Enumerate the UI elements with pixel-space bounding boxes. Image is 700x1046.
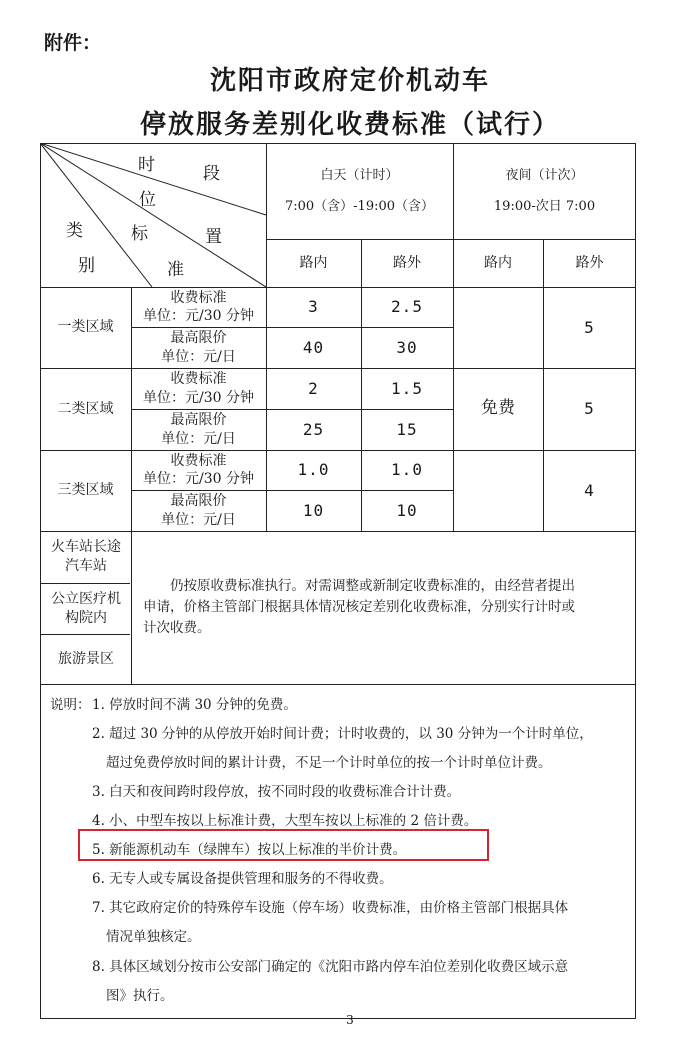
special-rule-line: 申请，价格主管部门根据具体情况核定差别化收费标准，分别实行计时或 bbox=[143, 599, 575, 615]
night-title: 夜间（计次） bbox=[505, 167, 584, 183]
max-on-road: 10 bbox=[302, 500, 325, 520]
special-rule-line: 仍按原收费标准执行。对需调整或新制定收费标准的，由经营者提出 bbox=[170, 578, 575, 594]
night-off-road-value: 5 bbox=[584, 399, 595, 418]
max-price-label bbox=[131, 490, 266, 531]
max-price-unit: 单位：元/日 bbox=[161, 511, 236, 528]
night-off-road-header: 路外 bbox=[575, 254, 604, 271]
diag-word-zhi: 置 bbox=[205, 227, 222, 247]
fee-on-road: 1.0 bbox=[297, 460, 330, 479]
special-rule-text bbox=[143, 576, 633, 639]
night-on-road-header: 路内 bbox=[484, 254, 512, 271]
diag-word-shi: 时 bbox=[138, 155, 155, 175]
highlight-box bbox=[78, 829, 489, 861]
note-item: 情况单独核定。 bbox=[106, 929, 201, 945]
fee-off-road: 2.5 bbox=[391, 297, 423, 316]
special-place-scenic: 旅游景区 bbox=[58, 650, 114, 667]
special-place-hospital: 公立医疗机构院内 bbox=[51, 590, 121, 626]
fee-standard-unit: 单位：元/30 分钟 bbox=[143, 389, 254, 406]
note-item: 图》执行。 bbox=[106, 988, 174, 1004]
night-time: 19:00-次日 7:00 bbox=[493, 199, 596, 214]
fee-standard-label bbox=[131, 368, 266, 409]
day-header bbox=[266, 143, 453, 239]
diag-word-bie: 别 bbox=[78, 256, 95, 276]
fee-standard-title: 收费标准 bbox=[170, 452, 227, 469]
title-line-2: 停放服务差别化收费标准（试行） bbox=[139, 110, 560, 140]
note-item: 6. 无专人或专属设备提供管理和服务的不得收费。 bbox=[92, 871, 393, 887]
attachment-label: 附件： bbox=[44, 32, 102, 54]
max-price-label bbox=[131, 327, 266, 368]
fee-off-road: 1.0 bbox=[391, 460, 423, 479]
max-off-road: 30 bbox=[396, 337, 418, 357]
notes-label: 说明： bbox=[50, 697, 91, 713]
day-title: 白天（计时） bbox=[320, 167, 399, 183]
night-header bbox=[453, 143, 636, 239]
max-price-title: 最高限价 bbox=[170, 412, 227, 429]
max-price-unit: 单位：元/日 bbox=[161, 348, 236, 365]
zone-name: 一类区域 bbox=[57, 319, 114, 335]
max-price-title: 最高限价 bbox=[170, 493, 227, 510]
fee-standard-label bbox=[131, 287, 266, 327]
note-item: 1. 停放时间不满 30 分钟的免费。 bbox=[92, 697, 297, 713]
fee-off-road: 1.5 bbox=[391, 378, 423, 398]
note-item: 超过免费停放时间的累计计费，不足一个计时单位的按一个计时单位计费。 bbox=[106, 755, 552, 771]
page-number: 3 bbox=[346, 1013, 354, 1027]
fee-standard-label bbox=[131, 450, 266, 490]
max-off-road: 15 bbox=[396, 419, 418, 439]
day-time: 7:00（含）-19:00（含） bbox=[284, 199, 435, 214]
note-item: 2. 超过 30 分钟的从停放开始时间计费；计时收费的，以 30 分钟为一个计时单位， bbox=[92, 726, 593, 742]
night-on-road-free: 免费 bbox=[481, 398, 515, 419]
diag-word-lei: 类 bbox=[66, 221, 83, 241]
diag-word-duan: 段 bbox=[203, 164, 220, 184]
note-item: 4. 小、中型车按以上标准计费，大型车按以上标准的 2 倍计费。 bbox=[92, 813, 478, 829]
fee-standard-unit: 单位：元/30 分钟 bbox=[143, 308, 254, 324]
fee-standard-unit: 单位：元/30 分钟 bbox=[143, 471, 254, 487]
fee-on-road: 3 bbox=[308, 297, 319, 316]
diag-word-zhun: 准 bbox=[167, 260, 184, 280]
max-price-label bbox=[131, 409, 266, 450]
diag-word-wei: 位 bbox=[139, 190, 156, 210]
note-item: 8. 具体区域划分按市公安部门确定的《沈阳市路内停车泊位差别化收费区域示意 bbox=[92, 959, 569, 975]
night-off-road-value: 4 bbox=[584, 480, 595, 500]
max-on-road: 25 bbox=[302, 419, 325, 439]
max-on-road: 40 bbox=[302, 337, 325, 357]
diag-word-biao: 标 bbox=[131, 224, 148, 244]
max-price-title: 最高限价 bbox=[170, 330, 227, 347]
night-off-road-value: 5 bbox=[584, 317, 595, 337]
note-item: 3. 白天和夜间跨时段停放，按不同时段的收费标准合计计费。 bbox=[92, 784, 461, 800]
note-item: 7. 其它政府定价的特殊停车设施（停车场）收费标准，由价格主管部门根据具体 bbox=[92, 900, 569, 916]
fee-standard-title: 收费标准 bbox=[170, 289, 227, 306]
fee-standard-title: 收费标准 bbox=[170, 371, 227, 388]
special-rule-line: 计次收费。 bbox=[143, 620, 211, 636]
day-off-road-header: 路外 bbox=[393, 254, 421, 271]
zone-name: 三类区域 bbox=[57, 482, 114, 498]
max-price-unit: 单位：元/日 bbox=[161, 430, 236, 447]
title-line-1: 沈阳市政府定价机动车 bbox=[209, 66, 490, 96]
note-item-highlighted: 5. 新能源机动车（绿牌车）按以上标准的半价计费。 bbox=[92, 842, 407, 858]
day-on-road-header: 路内 bbox=[299, 254, 328, 271]
zone-name: 二类区域 bbox=[57, 400, 114, 417]
special-place-station: 火车站长途汽车站 bbox=[51, 539, 121, 574]
fee-on-road: 2 bbox=[308, 378, 319, 398]
max-off-road: 10 bbox=[396, 500, 418, 520]
